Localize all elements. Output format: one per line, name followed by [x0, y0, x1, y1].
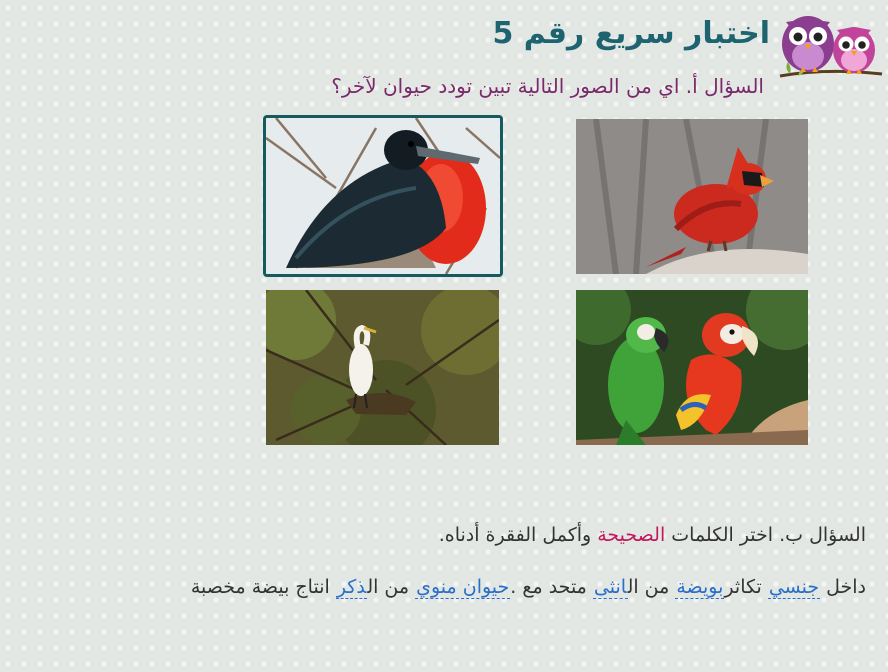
paragraph-text: متحد مع .	[510, 576, 593, 598]
owls-on-branch-icon	[776, 6, 884, 84]
paragraph-text: داخل	[820, 576, 866, 598]
paragraph-text: تكاثر	[724, 576, 768, 598]
option-macaws-image[interactable]	[576, 290, 808, 445]
question-b-highlight: الصحيحة	[597, 524, 666, 546]
blank-dropdown-5[interactable]: ذكر	[336, 576, 367, 598]
question-b-prompt-end: وأكمل الفقرة أدناه.	[438, 524, 598, 546]
blank-dropdown-4[interactable]: حيوان منوي	[416, 576, 510, 598]
page-title: اختبار سريع رقم 5	[492, 16, 770, 51]
quiz-header	[0, 4, 888, 84]
option-egret-image[interactable]	[266, 290, 499, 445]
question-a-prompt: السؤال أ. اي من الصور التالية تبين تودد حيوان لآخر؟	[331, 74, 764, 98]
fill-in-paragraph	[96, 572, 866, 603]
paragraph-text: انتاج بيضة مخصبة	[190, 576, 336, 598]
question-b-prompt-start: السؤال ب. اختر الكلمات	[665, 524, 866, 546]
blank-dropdown-1[interactable]: جنسي	[768, 576, 820, 598]
blank-dropdown-2[interactable]: بويضة	[676, 576, 724, 598]
paragraph-text: من ال	[367, 576, 416, 598]
frigatebird-icon	[266, 118, 500, 274]
question-b-prompt	[439, 524, 866, 546]
blank-dropdown-3[interactable]: انثى	[593, 576, 627, 598]
egret-icon	[266, 290, 499, 445]
paragraph-text: من ال	[627, 576, 676, 598]
option-cardinal-image[interactable]	[576, 119, 808, 274]
option-frigatebird-image[interactable]	[263, 115, 503, 277]
macaws-icon	[576, 290, 808, 445]
cardinal-icon	[576, 119, 808, 274]
